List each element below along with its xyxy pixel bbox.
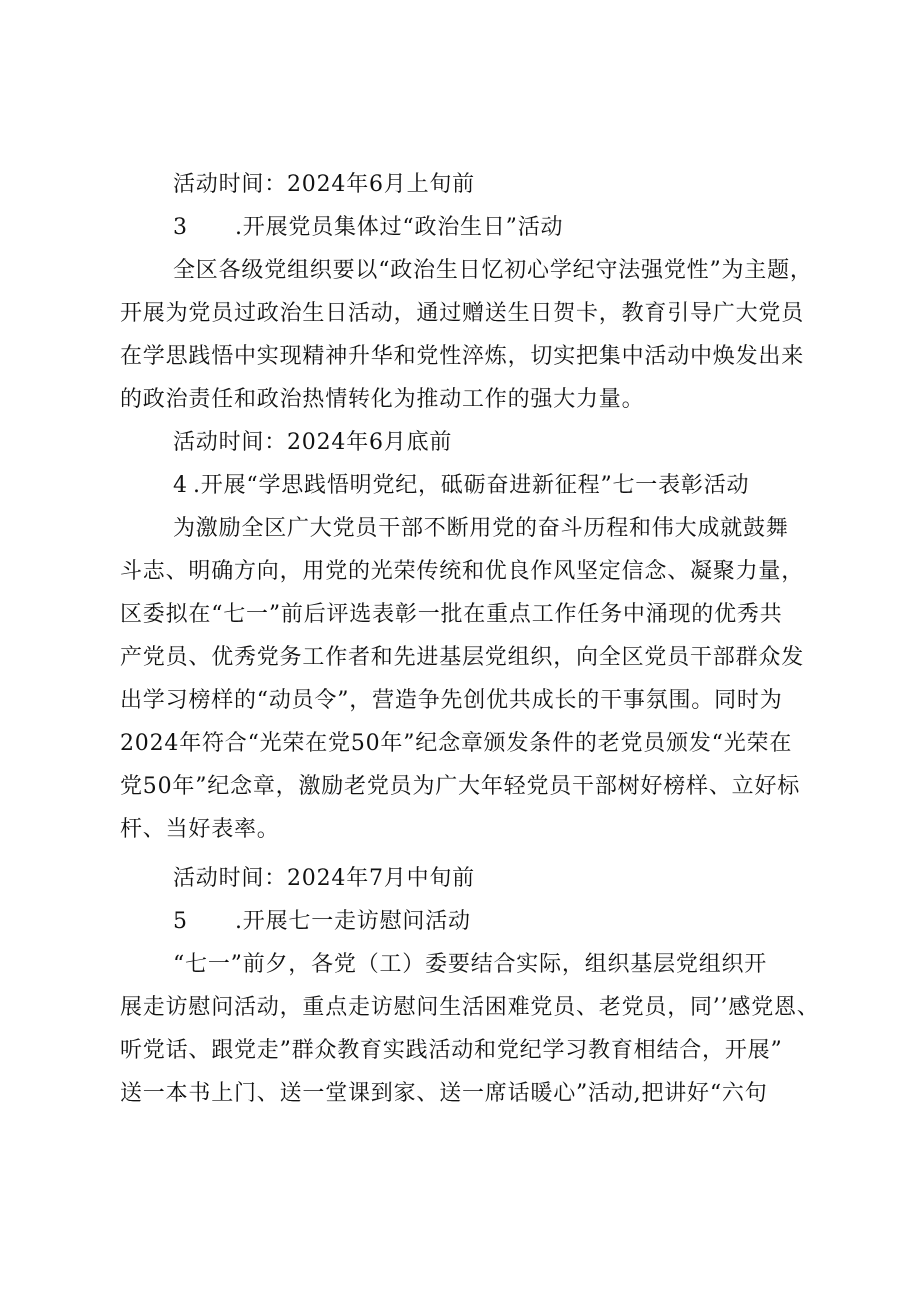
paragraph-line: 2024年符合“光荣在党50年”纪念章颁发条件的老党员颁发“光荣在 — [120, 731, 793, 756]
activity-time-line: 活动时间：2024年7月中旬前 — [173, 866, 475, 891]
paragraph-line: 展走访慰问活动，重点走访慰问生活困难党员、老党员，同’’感党恩、 — [120, 995, 820, 1020]
paragraph-line: 为激励全区广大党员干部不断用党的奋斗历程和伟大成就鼓舞 — [173, 516, 789, 541]
section-title: .开展七一走访慰问活动 — [235, 909, 471, 934]
section-number: 5 — [173, 909, 188, 934]
activity-time-line: 活动时间：2024年6月底前 — [173, 430, 453, 455]
paragraph-line: “七一”前夕，各党（工）委要结合实际，组织基层党组织开 — [173, 952, 768, 977]
section-heading — [173, 471, 813, 501]
section-title: .开展“学思践悟明党纪，砥砺奋进新征程”七一表彰活动 — [193, 473, 750, 498]
paragraph-line: 全区各级党组织要以“政治生日忆初心学纪守法强党性”为主题， — [173, 258, 813, 283]
paragraph-line: 区委拟在“七一”前后评选表彰一批在重点工作任务中涌现的优秀共 — [120, 602, 783, 627]
paragraph-line: 党50年”纪念章，激励老党员为广大年轻党员干部树好榜样、立好标 — [120, 774, 801, 799]
section-heading — [173, 907, 813, 937]
paragraph-line: 产党员、优秀党务工作者和先进基层党组织，向全区党员干部群众发 — [120, 645, 805, 670]
activity-time-line: 活动时间：2024年6月上旬前 — [173, 172, 475, 197]
section-number: 4 — [173, 473, 188, 498]
section-heading — [173, 213, 813, 243]
section-number: 3 — [173, 215, 188, 240]
paragraph-line: 听党话、跟党走”群众教育实践活动和党纪学习教育相结合，开展” — [120, 1038, 783, 1063]
paragraph-line: 开展为党员过政治生日活动，通过赠送生日贺卡，教育引导广大党员 — [120, 301, 805, 326]
paragraph-line: 在学思践悟中实现精神升华和党性淬炼，切实把集中活动中焕发出来 — [120, 344, 805, 369]
paragraph-line: 出学习榜样的“动员令”，营造争先创优共成长的干事氛围。同时为 — [120, 688, 783, 713]
paragraph-line: 杆、当好表率。 — [120, 817, 280, 842]
paragraph-line: 的政治责任和政治热情转化为推动工作的强大力量。 — [120, 387, 645, 412]
paragraph-line: 斗志、明确方向，用党的光荣传统和优良作风坚定信念、凝聚力量， — [120, 559, 805, 584]
section-title: .开展党员集体过“政治生日”活动 — [235, 215, 564, 240]
paragraph-line: 送一本书上门、送一堂课到家、送一席话暖心”活动,把讲好“六句 — [120, 1081, 768, 1106]
